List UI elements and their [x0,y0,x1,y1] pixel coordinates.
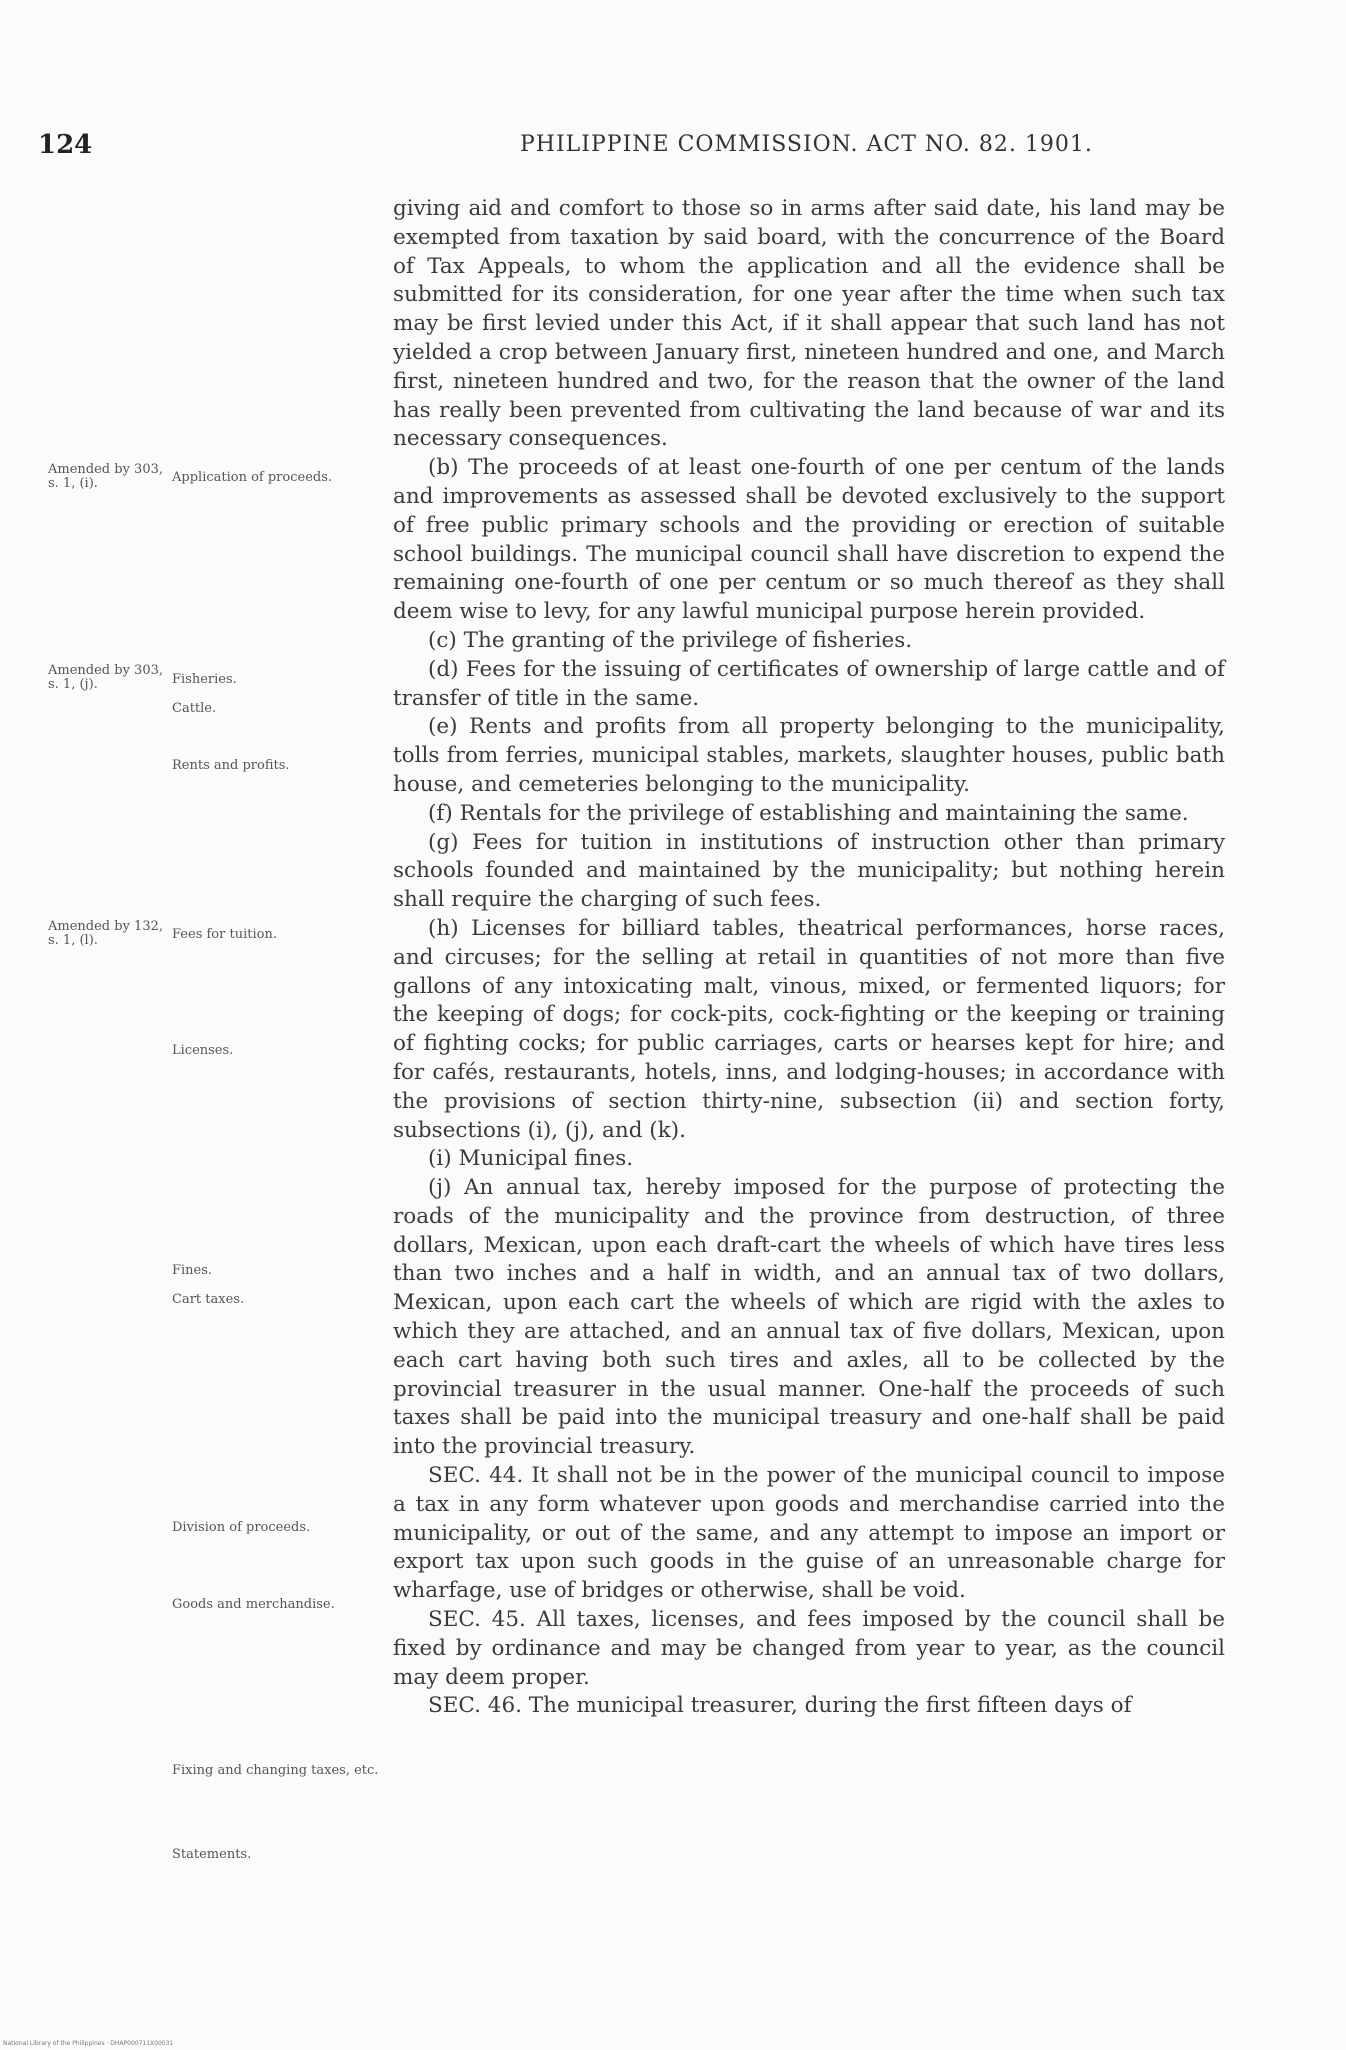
margin-note-goods: Goods and merchandise. [172,1597,335,1612]
paragraph-i: (i) Municipal fines. [428,1146,634,1172]
margin-note-cattle: Cattle. [172,701,217,716]
paragraph-b: (b) The proceeds of at least one-fourth of one per centum of the lands and improvements as assessed shall be devoted exclusively to the support of free public primary schools and the providing or erection of suitable school buildings. The municipal council shall have discretion to expend the remaining one-fourth of one per centum or so much thereof as they shall deem wise to levy, for any lawful municipal purpose herein provided. [393,455,1225,625]
section-46: SEC. 46. The municipal treasurer, during the first fifteen days of [428,1693,1132,1719]
margin-note-amended-l: Amended by 132, s. 1, (l). [48,919,163,948]
margin-note-application: Application of proceeds. [172,470,333,485]
section-44: SEC. 44. It shall not be in the power of the municipal council to impose a tax in any form whatever upon goods and merchandise carried into the municipality, or out of the same, and any attempt to impose an import or export tax upon such goods in the guise of an unreasonable charge for wharfage, use of bridges or otherwise, shall be void. [393,1463,1225,1604]
margin-note-amended-b: Amended by 303, s. 1, (i). [48,462,163,491]
margin-note-statements: Statements. [172,1847,252,1862]
running-header: PHILIPPINE COMMISSION. ACT NO. 82. 1901. [520,132,1093,157]
margin-note-licenses: Licenses. [172,1043,234,1058]
margin-note-division: Division of proceeds. [172,1520,311,1535]
page-number: 124 [38,130,93,160]
paragraph-f: (f) Rentals for the privilege of establishing and maintaining the same. [428,800,1189,826]
margin-note-fixing: Fixing and changing taxes, etc. [172,1763,379,1778]
paragraph-continuation: giving aid and comfort to those so in arms after said date, his land may be exempted from taxation by said board, with the concurrence of the Board of Tax Appeals, to whom the application and all the evidence shall be submitted for its consideration, for one year after the time when such tax may be first levied under this Act, if it shall appear that such land has not yielded a crop between January first, nineteen hundred and one, and March first, nineteen hundred and two, for the reason that the owner of the land has really been prevented from cultivating the land because of war and its necessary consequences. [393,196,1225,452]
margin-note-rents: Rents and profits. [172,758,290,773]
body-text [393,195,1225,1721]
margin-note-tuition: Fees for tuition. [172,927,277,942]
paragraph-c: (c) The granting of the privilege of fisheries. [428,627,913,653]
section-45: SEC. 45. All taxes, licenses, and fees imposed by the council shall be fixed by ordinance and may be changed from year to year, as the council may deem proper. [393,1607,1225,1690]
paragraph-h: (h) Licenses for billiard tables, theatrical performances, horse races, and circuses; for the selling at retail in quantities of not more than five gallons of any intoxicating malt, vinous, mixed, or fermented liquors; for the keeping of dogs; for cock-pits, cock-fighting or the keeping or training of fighting cocks; for public carriages, carts or hearses kept for hire; and for cafés, restaurants, hotels, inns, and lodging-houses; in accordance with the provisions of section thirty-nine, subsection (ii) and section forty, subsections (i), (j), and (k). [393,915,1225,1143]
scan-footer: National Library of the Philippines · DHAP000711X00031 [3,2040,174,2047]
paragraph-j: (j) An annual tax, hereby imposed for the purpose of protecting the roads of the municipality and the province from destruction, of three dollars, Mexican, upon each draft-cart the wheels of which have tires less than two inches and a half in width, and an annual tax of two dollars, Mexican, upon each cart the wheels of which are rigid with the axles to which they are attached, and an annual tax of five dollars, Mexican, upon each cart having both such tires and axles, all to be collected by the provincial treasurer in the usual manner. One-half the proceeds of such taxes shall be paid into the municipal treasury and one-half shall be paid into the provincial treasury. [393,1175,1225,1460]
margin-note-amended-j: Amended by 303, s. 1, (j). [48,663,163,692]
paragraph-d: (d) Fees for the issuing of certificates of ownership of large cattle and of transfer of title in the same. [393,656,1225,711]
margin-note-fines: Fines. [172,1263,213,1278]
paragraph-e: (e) Rents and profits from all property belonging to the municipality, tolls from ferries, municipal stables, markets, slaughter houses, public bath house, and cemeteries belonging to the municipality. [393,714,1225,797]
margin-note-fisheries: Fisheries. [172,672,237,687]
margin-note-cart-taxes: Cart taxes. [172,1292,245,1307]
paragraph-g: (g) Fees for tuition in institutions of instruction other than primary schools founded and maintained by the municipality; but nothing herein shall require the charging of such fees. [393,829,1225,913]
